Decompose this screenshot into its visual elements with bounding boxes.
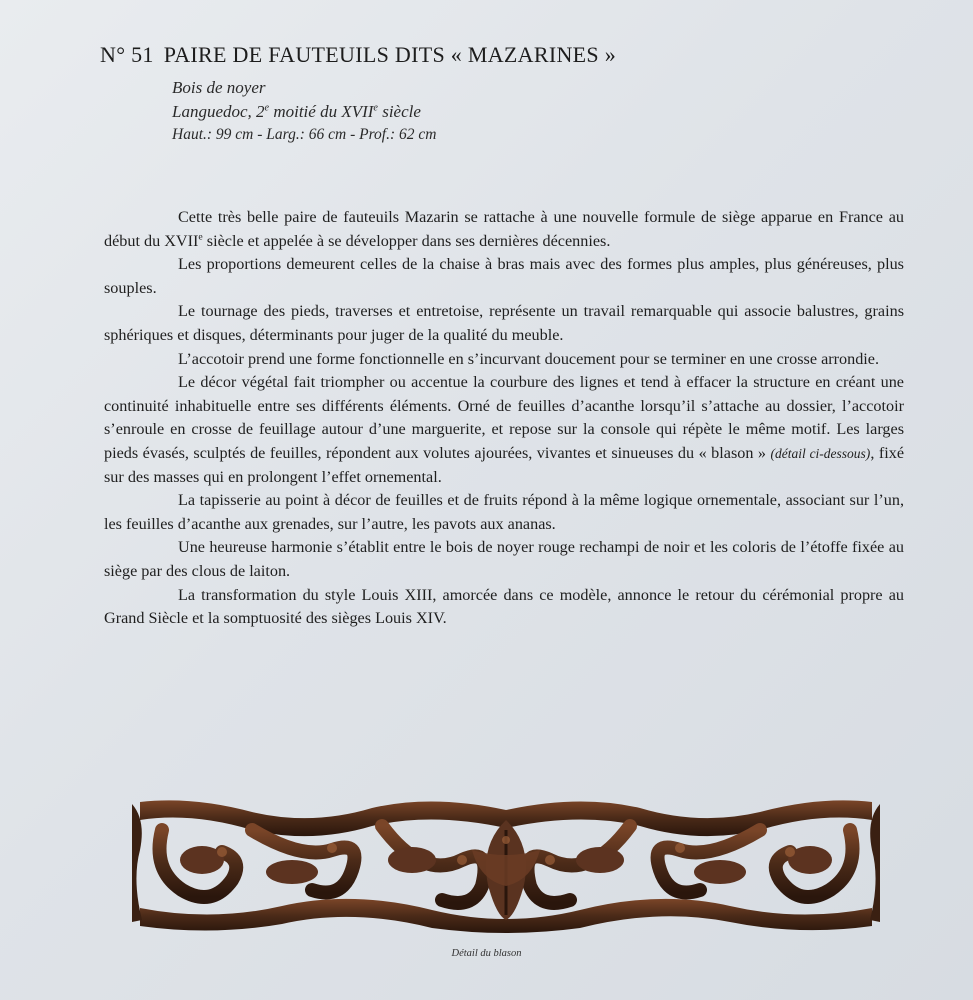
image-caption: Détail du blason: [451, 948, 522, 959]
entry-title: [100, 42, 616, 68]
paragraph-6: La tapisserie au point à décor de feuilles et de fruits répond à la même logique ornementale, associant sur l’un, les feuilles d’acanthe aux grenades, sur l’autre, les pavots aux ananas.: [104, 491, 904, 533]
paragraph-8: La transformation du style Louis XIII, amorcée dans ce modèle, annonce le retour du cérémonial propre au Grand Siècle et la somptuosité des sièges Louis XIV.: [104, 585, 904, 628]
origin-line: Languedoc, 2e moitié du XVIIe siècle: [172, 102, 421, 121]
paragraph-7: Une heureuse harmonie s’établit entre le bois de noyer rouge rechampi de noir et les coloris de l’étoffe fixée au siège par des clous de laiton.: [104, 538, 904, 580]
description-text: [104, 206, 904, 631]
paragraph-4: L’accotoir prend une forme fonctionnelle en s’incurvant doucement pour se terminer en une crosse arrondie.: [178, 349, 880, 368]
paragraph-3: Le tournage des pieds, traverses et entretoise, représente un travail remarquable qui associe balustres, grains sphériques et disques, déterminants pour juger de la qualité du meuble.: [104, 302, 904, 344]
dimensions-line: Haut.: 99 cm - Larg.: 66 cm - Prof.: 62 cm: [172, 126, 437, 143]
blason-carving-image: [132, 790, 880, 938]
paragraph-1: Cette très belle paire de fauteuils Mazarin se rattache à une nouvelle formule de siège apparue en France au début du XVIIe siècle et appelée à se développer dans ses dernières décennies.: [104, 208, 904, 250]
paragraph-2: Les proportions demeurent celles de la chaise à bras mais avec des formes plus amples, plus généreuses, plus souples.: [104, 255, 904, 297]
paragraph-5: Le décor végétal fait triompher ou accentue la courbure des lignes et tend à effacer la structure en créant une continuité inhabituelle entre ses différents éléments. Orné de feuilles d’acanthe lorsqu’il s’attache au dossier, l’accotoir s’enroule en crosse de feuillage autour d’une marguerite, et repose sur la console qui répète le même motif. Les larges pieds évasés, sculptés de feuilles, répondent aux volutes ajourées, vivantes et sinueuses du « blason » (détail ci-dessous), fixé sur des masses qui en prolongent l’effet ornemental.: [104, 373, 905, 486]
entry-number: N° 51: [100, 42, 154, 67]
material-line: Bois de noyer: [172, 78, 266, 97]
entry-title-text: PAIRE DE FAUTEUILS DITS « MAZARINES »: [163, 42, 617, 67]
